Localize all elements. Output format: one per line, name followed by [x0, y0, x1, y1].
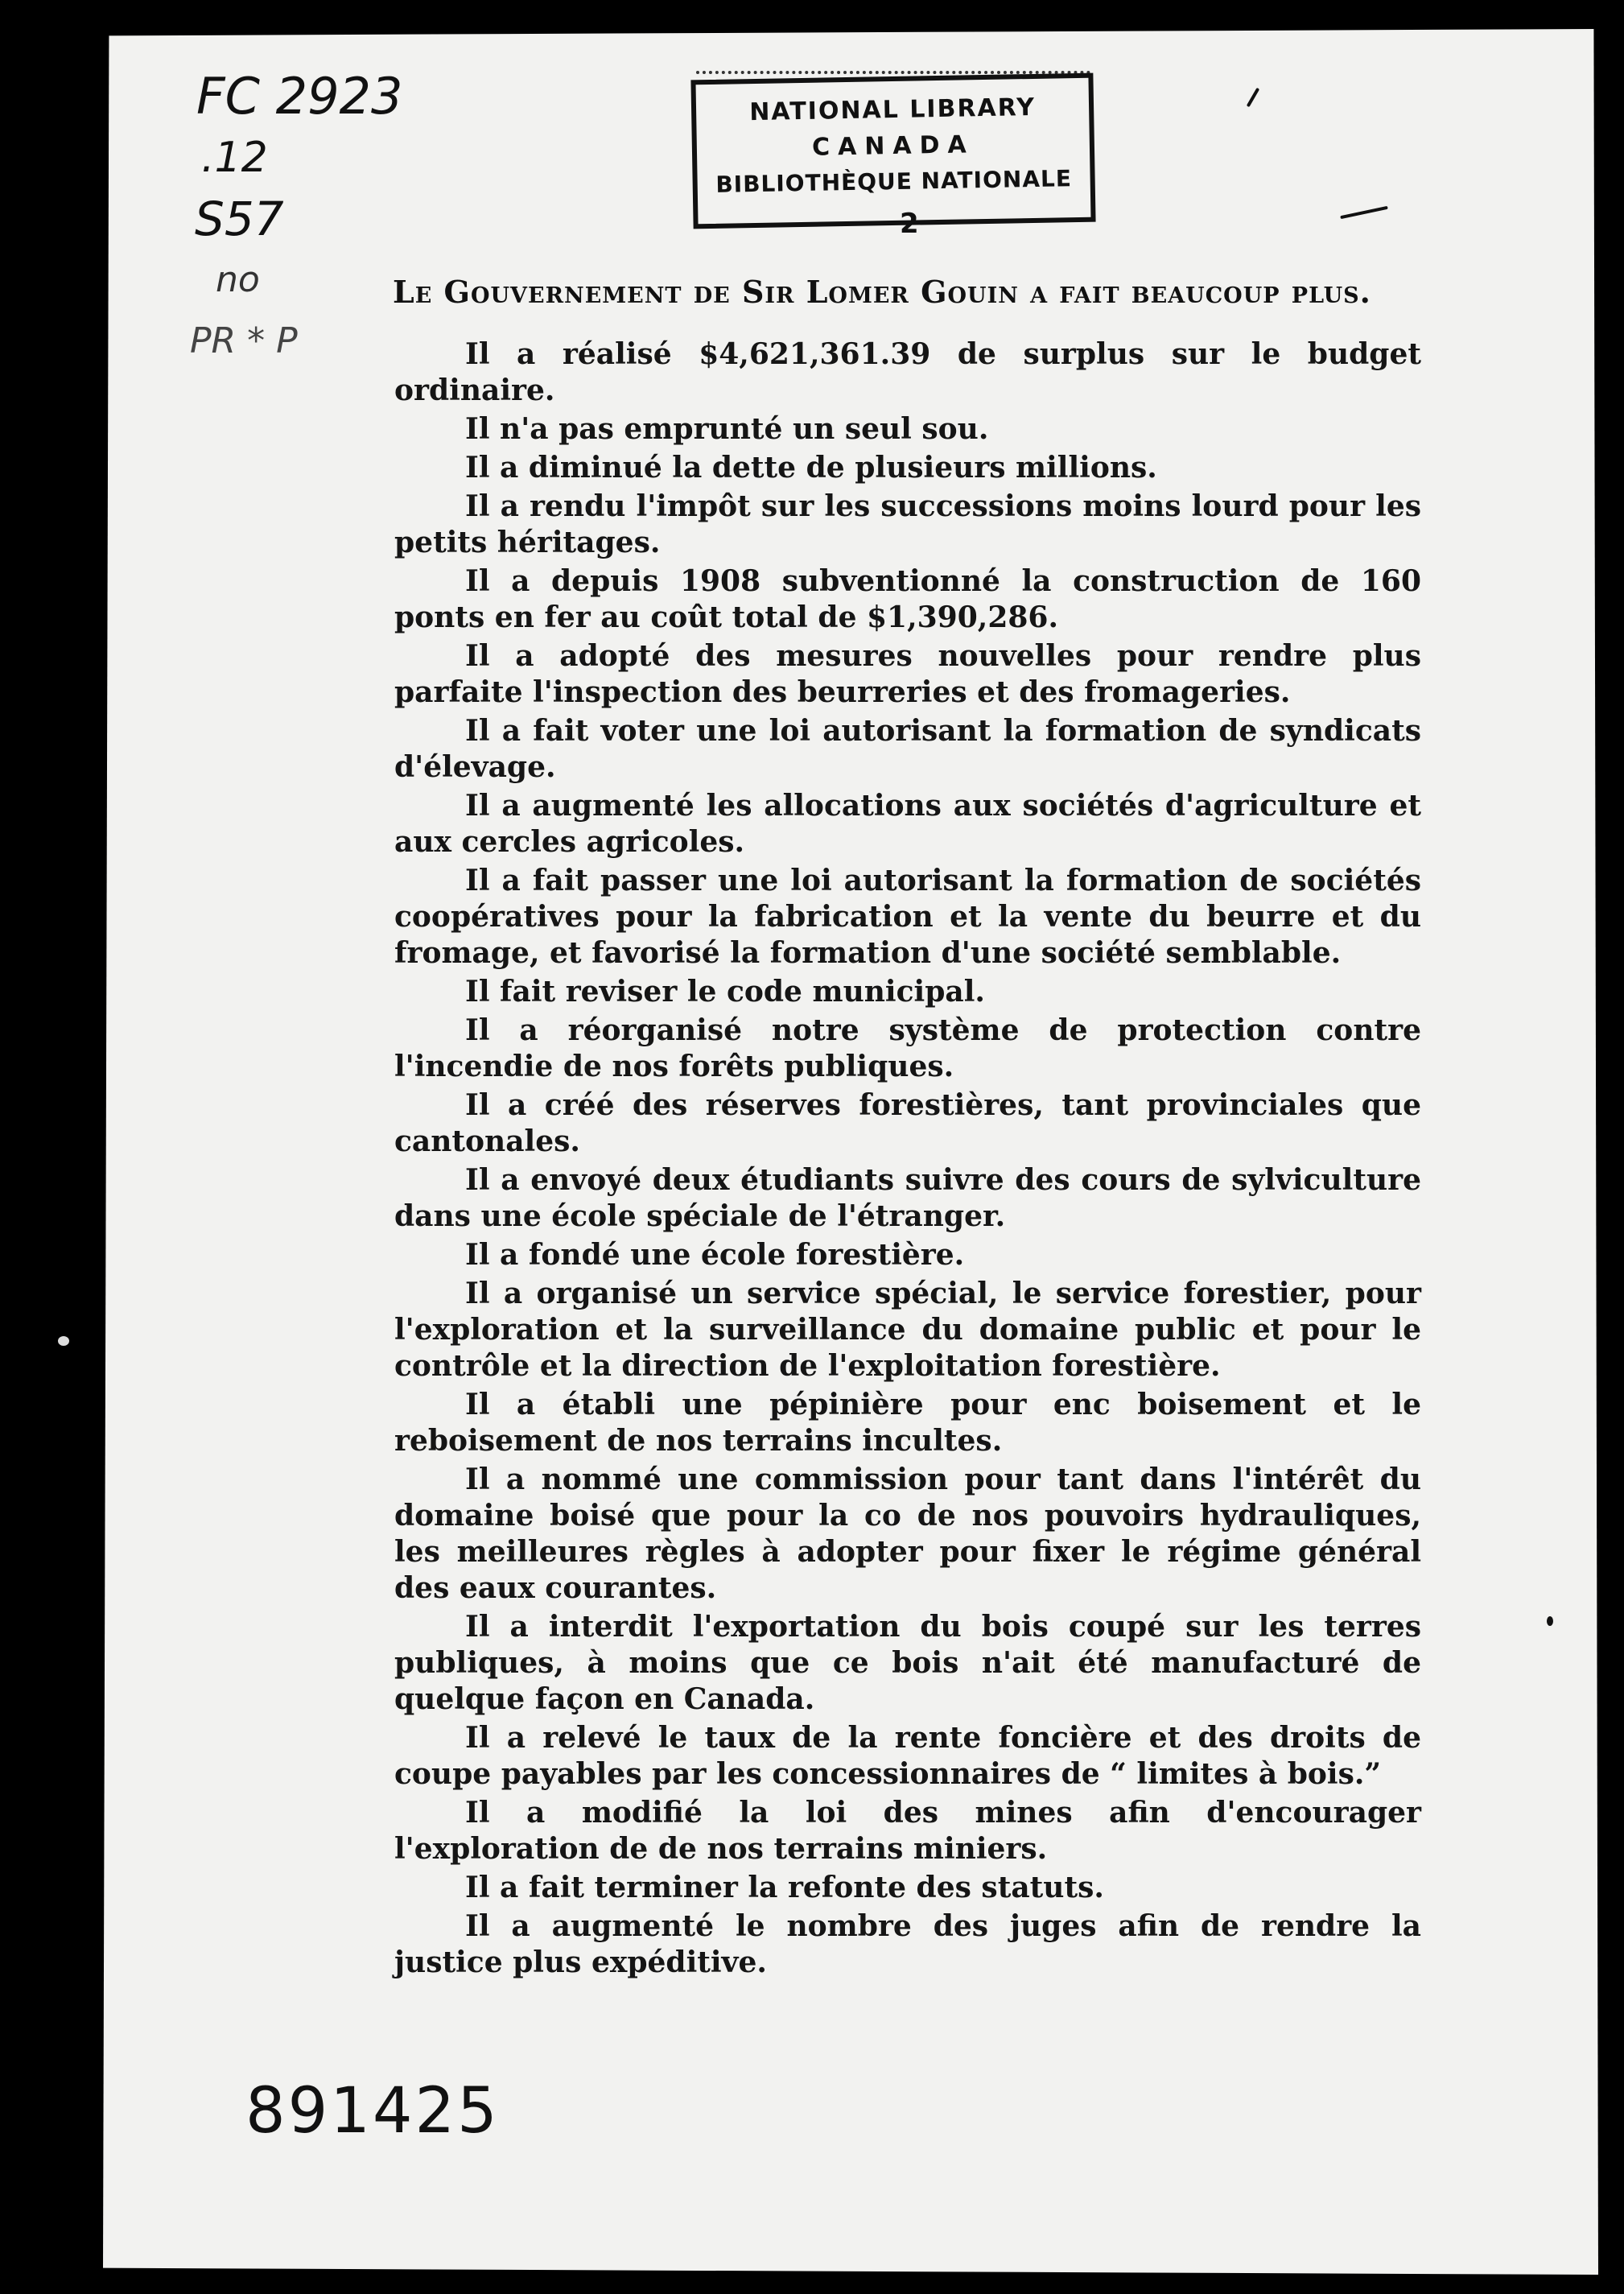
paragraph: Il a modifié la loi des mines afin d'encourager l'exploration de de nos terrains miniers.: [394, 1796, 1421, 1866]
paragraph: Il a augmenté les allocations aux sociétés d'agriculture et aux cercles agricoles.: [394, 789, 1421, 859]
accession-number: 891425: [245, 2075, 500, 2148]
paragraph: Il a diminué la dette de plusieurs millions.: [465, 451, 1157, 485]
paragraph: Il a relevé le taux de la rente foncière et des droits de coupe payables par les concessionnaires de “ limites à bois.”: [394, 1721, 1421, 1791]
library-stamp: [690, 73, 1095, 229]
paragraph: Il a réorganisé notre système de protection contre l'incendie de nos forêts publiques.: [394, 1013, 1421, 1083]
paragraph: Il a augmenté le nombre des juges afin de rendre la justice plus expéditive.: [394, 1909, 1421, 1979]
paragraph: Il a fait terminer la refonte des statuts.: [465, 1871, 1104, 1904]
stamp-line: CANADA: [811, 130, 975, 162]
paragraph: Il a adopté des mesures nouvelles pour rendre plus parfaite l'inspection des beurreries et des fromageries.: [394, 639, 1421, 709]
document-heading: Le Gouvernement de Sir Lomer Gouin a fait beaucoup plus.: [393, 274, 1371, 310]
scan-artifact: [58, 1336, 69, 1346]
paragraph: Il a envoyé deux étudiants suivre des cours de sylviculture dans une école spéciale de l'étranger.: [394, 1163, 1421, 1233]
paragraph: Il fait reviser le code municipal.: [465, 975, 985, 1009]
document-body: [394, 336, 1421, 1983]
catalog-line: no: [216, 259, 260, 300]
paragraph: Il n'a pas emprunté un seul sou.: [465, 412, 989, 446]
paragraph: Il a rendu l'impôt sur les successions moins lourd pour les petits héritages.: [394, 489, 1421, 559]
catalog-line: PR * P: [190, 320, 298, 361]
paragraph: Il a fait passer une loi autorisant la formation de sociétés coopératives pour la fabrication et la vente du beurre et du fromage, et favorisé la formation d'une société semblable.: [394, 864, 1421, 970]
stamp-line: NATIONAL LIBRARY: [748, 93, 1037, 127]
paragraph: Il a depuis 1908 subventionné la construction de 160 ponts en fer au coût total de $1,390,286.: [394, 564, 1421, 634]
catalog-line: S57: [195, 192, 284, 246]
scan-artifact: [1547, 1616, 1553, 1626]
paragraph: Il a créé des réserves forestières, tant provinciales que cantonales.: [394, 1088, 1421, 1158]
catalog-line: .12: [201, 134, 268, 182]
paragraph: Il a organisé un service spécial, le service forestier, pour l'exploration et la surveillance du domaine public et pour le contrôle et la direction de l'exploitation forestière.: [394, 1277, 1421, 1383]
paragraph: Il a fondé une école forestière.: [465, 1238, 965, 1272]
stamp-line: BIBLIOTHÈQUE NATIONALE: [715, 165, 1073, 198]
paragraph: Il a fait voter une loi autorisant la formation de syndicats d'élevage.: [394, 714, 1421, 784]
catalog-line: FC 2923: [196, 67, 403, 126]
handwritten-catalog-note: [192, 66, 402, 372]
paragraph: Il a réalisé $4,621,361.39 de surplus sur le budget ordinaire.: [394, 337, 1421, 407]
paragraph: Il a nommé une commission pour tant dans l'intérêt du domaine boisé que pour la co de nos pouvoirs hydrauliques, les meilleures règles à adopter pour fixer le régime général des eaux courantes.: [394, 1463, 1421, 1605]
paragraph: Il a interdit l'exportation du bois coupé sur les terres publiques, à moins que ce bois n'ait été manufacturé de quelque façon en Canada.: [394, 1610, 1421, 1716]
paragraph: Il a établi une pépinière pour enc boisement et le reboisement de nos terrains incultes.: [394, 1388, 1421, 1458]
page-number: 2: [900, 208, 919, 240]
